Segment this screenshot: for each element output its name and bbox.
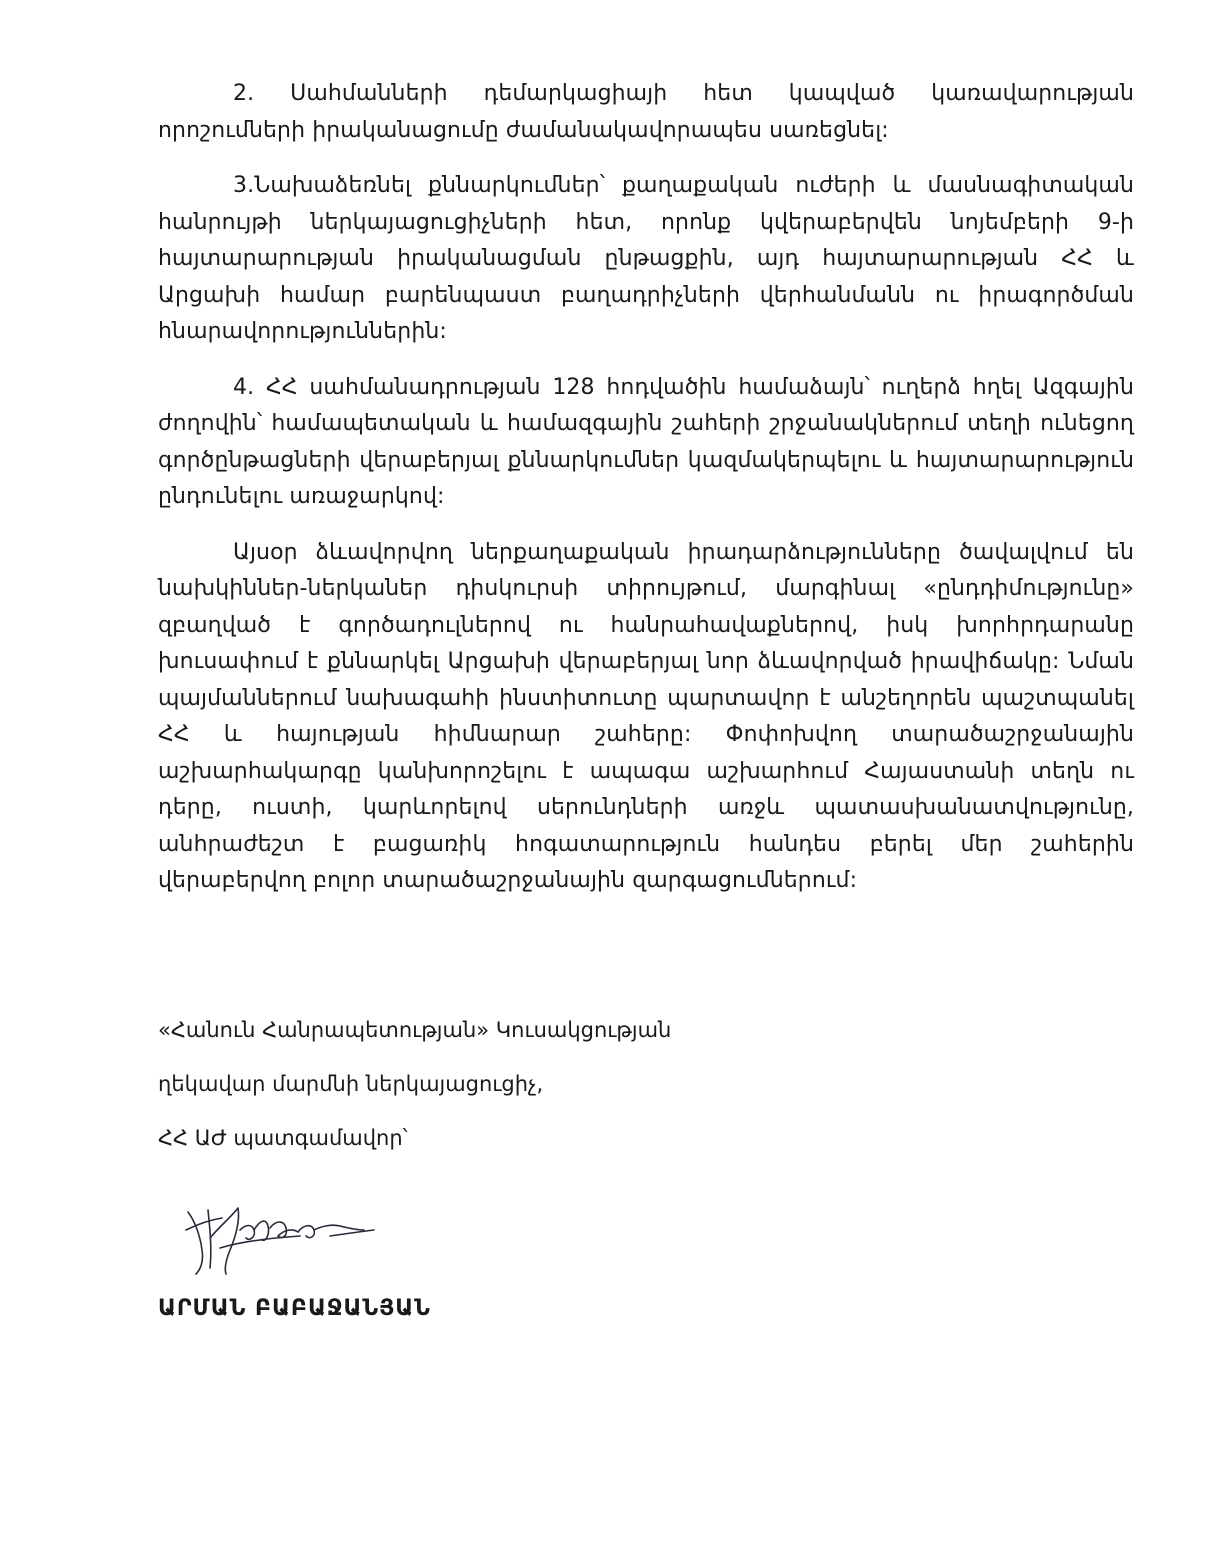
role-line: ղեկավար մարմնի ներկայացուցիչ, — [158, 1072, 544, 1096]
signature-block — [158, 1018, 858, 1180]
party-line: «Հանուն Հանրապետության» Կուսակցության — [158, 1018, 672, 1042]
signer-name: ԱՐՄԱՆ ԲԱԲԱՋԱՆՅԱՆ — [158, 1296, 431, 1321]
paragraph-closing: Այսօր ձևավորվող ներքաղաքական իրադարձությունները ծավալվում են նախկիններ-ներկաներ դիսկուրսի տիրույթում, մարգինալ «ընդդիմությունը» զբաղված է գործադուլներով ու հանրահավաքներով, իսկ խորհրդարանը խուսափում է քննարկել Արցախի վերաբերյալ նոր ձևավորված իրավիճակը: Նման պայմաններում նախագահի ինստիտուտը պարտավոր է անշեղորեն պաշտպանել ՀՀ և հայության հիմնարար շահերը: Փոփոխվող տարածաշրջանային աշխարհակարգը կանխորոշելու է ապագա աշխարհում Հայաստանի տեղն ու դերը, ուստի, կարևորելով սերունդների առջև պատասխանատվությունը, անհրաժեշտ է բացառիկ հոգատարություն հանդես բերել մեր շահերին վերաբերվող բոլոր տարածաշրջանային զարգացումներում: — [158, 539, 1134, 893]
paragraph-item-2: 2. Սահմանների դեմարկացիայի հետ կապված կառավարության որոշումների իրականացումը ժամանակավորապես սառեցնել: — [158, 81, 1134, 143]
title-line: ՀՀ ԱԺ պատգամավոր՝ — [158, 1126, 408, 1150]
document-body — [158, 76, 1134, 919]
paragraph-item-4: 4. ՀՀ սահմանադրության 128 հոդվածին համաձայն՝ ուղերձ հղել Ազգային ժողովին՝ համապետական և համազգային շահերի շրջանակներում տեղի ունեցող գործընթացների վերաբերյալ քննարկումներ կազմակերպելու և հայտարարություն ընդունելու առաջարկով: — [158, 374, 1134, 509]
handwritten-signature — [180, 1190, 380, 1280]
paragraph-item-3: 3.Նախաձեռնել քննարկումներ՝ քաղաքական ուժերի և մասնագիտական հանրույթի ներկայացուցիչների հետ, որոնք կվերաբերվեն նոյեմբերի 9-ի հայտարարության իրականացման ընթացքին, այդ հայտարարության ՀՀ և Արցախի համար բարենպաստ բաղադրիչների վերհանմանն ու իրագործման հնարավորություններին: — [158, 173, 1134, 344]
